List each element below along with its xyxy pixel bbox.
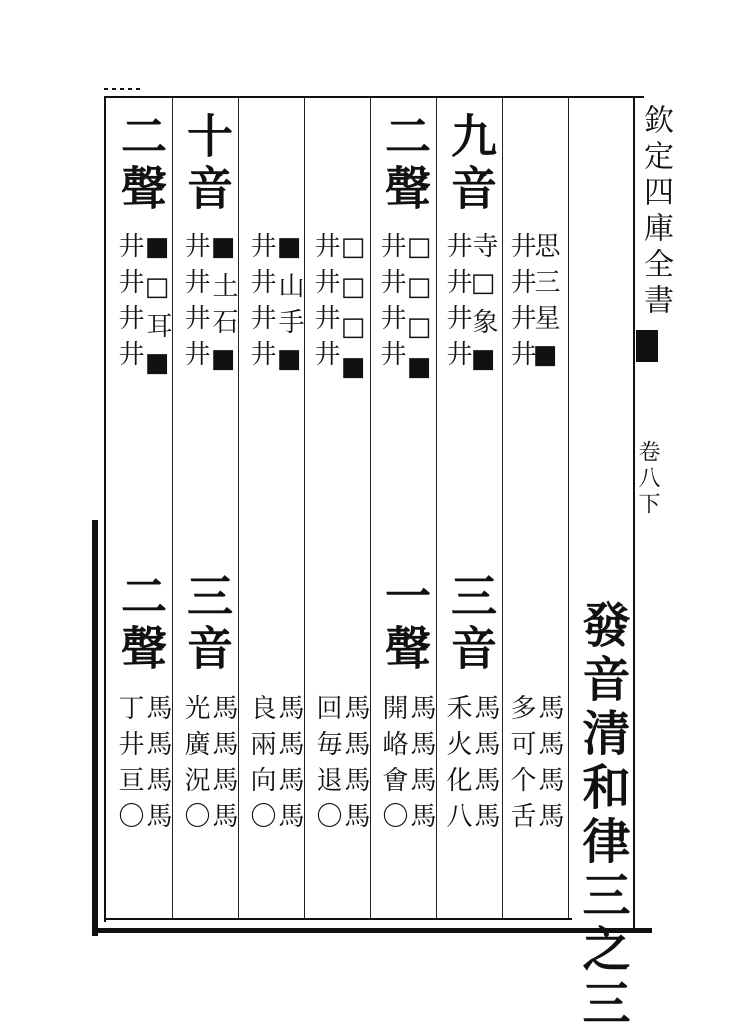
column-5-bottom-row-1: 馬馬馬馬 bbox=[208, 694, 238, 838]
section-title: 發音清和律三之三 bbox=[574, 600, 630, 1032]
column-divider bbox=[304, 98, 305, 918]
outer-bottom-border bbox=[92, 928, 652, 933]
column-5-top-row-1: ■土石■ bbox=[208, 232, 238, 384]
column-6-top-row-1: ■□耳■ bbox=[142, 232, 172, 388]
column-1-top-row-2: 井井井井 bbox=[442, 232, 472, 376]
column-divider bbox=[370, 98, 371, 918]
column-4-bottom-row-2: 良兩向〇 bbox=[246, 694, 276, 838]
column-2-top-row-2: 井井井井 bbox=[376, 232, 406, 376]
column-0-bottom-row-2: 多可个舌 bbox=[506, 694, 536, 838]
column-3-bottom-row-2: 回毎退〇 bbox=[312, 694, 342, 838]
column-1-bottom-heading: 三音 bbox=[444, 572, 498, 676]
column-0-top-row-2: 井井井井 bbox=[506, 232, 536, 376]
top-dash-rule bbox=[104, 88, 144, 90]
column-2-top-heading: 二聲 bbox=[378, 112, 432, 216]
inner-left-border bbox=[104, 96, 106, 922]
column-divider bbox=[568, 98, 569, 918]
column-divider bbox=[436, 98, 437, 918]
column-2-bottom-heading: 一聲 bbox=[378, 572, 432, 676]
column-4-top-row-2: 井井井井 bbox=[246, 232, 276, 376]
outer-left-border bbox=[92, 520, 98, 936]
column-4-top-row-1: ■山手■ bbox=[274, 232, 304, 384]
column-5-top-row-2: 井井井井 bbox=[180, 232, 210, 376]
column-divider bbox=[238, 98, 239, 918]
column-5-bottom-heading: 三音 bbox=[180, 572, 234, 676]
column-4-bottom-row-1: 馬馬馬馬 bbox=[274, 694, 304, 838]
column-2-bottom-row-1: 馬馬馬馬 bbox=[406, 694, 436, 838]
column-0-bottom-row-1: 馬馬馬馬 bbox=[534, 694, 564, 838]
volume-label: 卷八下 bbox=[635, 440, 660, 518]
column-1-top-heading: 九音 bbox=[444, 112, 498, 216]
column-6-bottom-row-2: 丁井亘〇 bbox=[114, 694, 144, 838]
column-6-bottom-heading: 二聲 bbox=[114, 572, 168, 676]
column-divider bbox=[502, 98, 503, 918]
column-divider bbox=[172, 98, 173, 918]
margin-fish-tail-mark bbox=[636, 330, 658, 362]
column-3-bottom-row-1: 馬馬馬馬 bbox=[340, 694, 370, 838]
top-border bbox=[104, 96, 644, 98]
column-5-bottom-row-2: 光廣況〇 bbox=[180, 694, 210, 838]
column-6-top-heading: 二聲 bbox=[114, 112, 168, 216]
inner-bottom-border bbox=[104, 918, 572, 920]
column-6-top-row-2: 井井井井 bbox=[114, 232, 144, 376]
column-3-top-row-1: □□□■ bbox=[338, 232, 368, 392]
column-0-top-row-1: 思三星■ bbox=[530, 232, 560, 380]
column-6-bottom-row-1: 馬馬馬馬 bbox=[142, 694, 172, 838]
column-3-top-row-2: 井井井井 bbox=[310, 232, 340, 376]
column-1-bottom-row-2: 禾火化八 bbox=[442, 694, 472, 838]
column-2-top-row-1: □□□■ bbox=[404, 232, 434, 392]
book-title: 欽定四庫全書 bbox=[638, 104, 673, 320]
column-2-bottom-row-2: 開峈㑹〇 bbox=[378, 694, 408, 838]
column-1-bottom-row-1: 馬馬馬馬 bbox=[470, 694, 500, 838]
column-5-top-heading: 十音 bbox=[180, 112, 234, 216]
column-1-top-row-1: 寺□象■ bbox=[468, 232, 498, 384]
